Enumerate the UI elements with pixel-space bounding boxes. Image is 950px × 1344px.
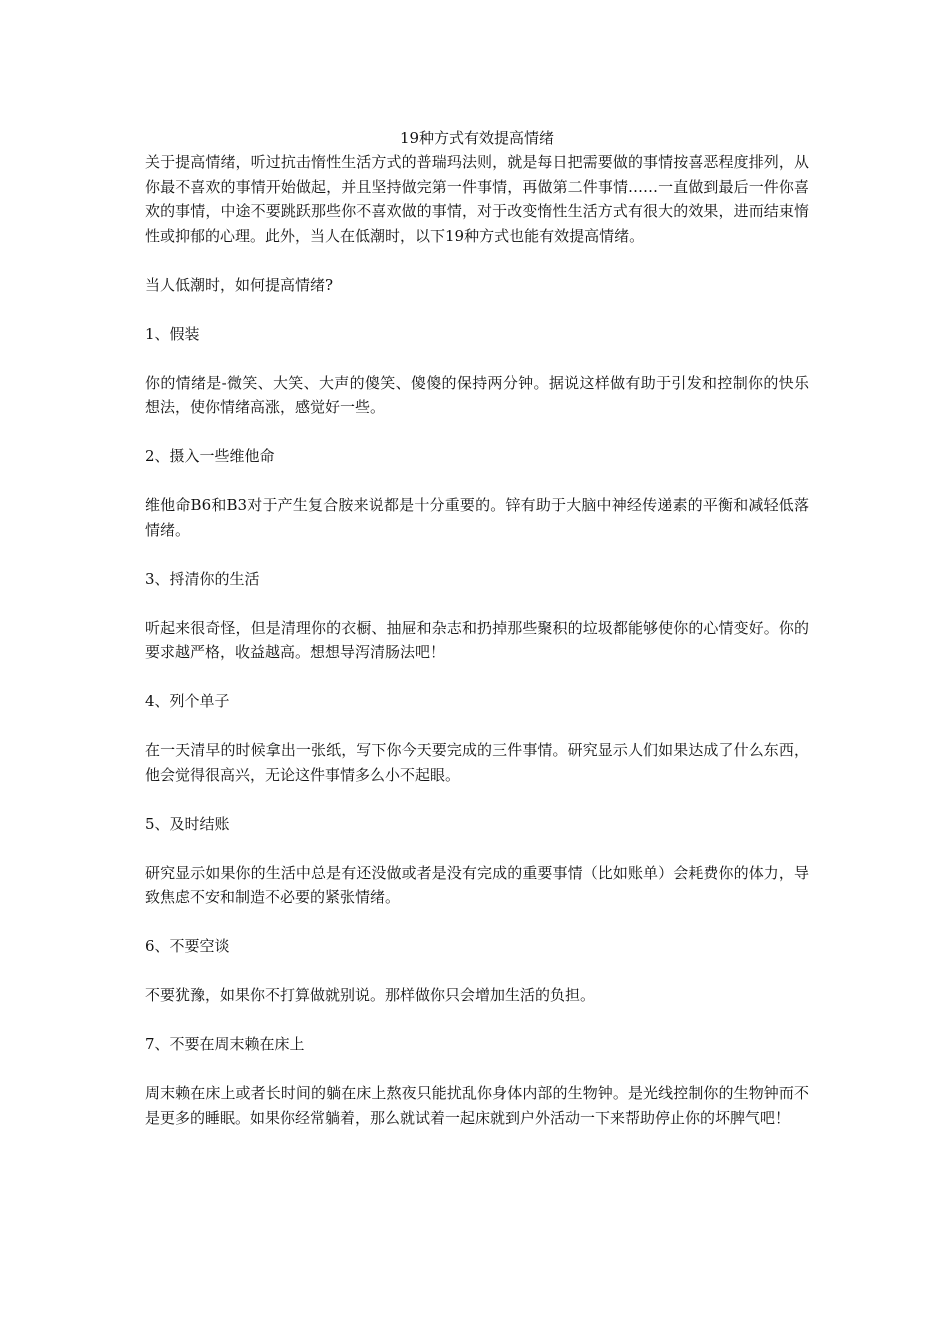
section-heading-3: 3、捋清你的生活 bbox=[145, 569, 260, 588]
document-title: 19种方式有效提高情绪 bbox=[399, 129, 555, 147]
paragraph-gap bbox=[145, 1057, 809, 1082]
paragraph-gap bbox=[145, 248, 809, 273]
paragraph-gap bbox=[145, 469, 809, 494]
section-heading-6: 6、不要空谈 bbox=[145, 937, 230, 955]
section-body-1: 你的情绪是-微笑、大笑、大声的傻笑、傻傻的保持两分钟。据说这样做有助于引发和控制你的快乐想法，使你情绪高涨，感觉好一些。 bbox=[145, 373, 809, 416]
section-body-6: 不要犹豫，如果你不打算做就别说。那样做你只会增加生活的负担。 bbox=[145, 986, 596, 1004]
section-body-7: 周末赖在床上或者长时间的躺在床上熬夜只能扰乱你身体内部的生物钟。是光线控制你的生物钟而不是更多的睡眠。如果你经常躺着，那么就试着一起床就到户外活动一下来帮助停止你的坏脾气吧！ bbox=[145, 1084, 809, 1127]
paragraph-gap bbox=[145, 665, 809, 690]
paragraph-gap bbox=[145, 542, 809, 567]
section-body-5: 研究显示如果你的生活中总是有还没做或者是没有完成的重要事情（比如账单）会耗费你的体力，导致焦虑不安和制造不必要的紧张情绪。 bbox=[145, 863, 809, 906]
paragraph-gap bbox=[145, 714, 809, 739]
section-body-2: 维他命B6和B3对于产生复合胺来说都是十分重要的。锌有助于大脑中神经传递素的平衡和减轻低落情绪。 bbox=[145, 496, 809, 539]
document-page bbox=[145, 126, 809, 1130]
section-heading-5: 5、及时结账 bbox=[145, 814, 230, 833]
section-heading-1: 1、假装 bbox=[145, 324, 200, 343]
paragraph-gap bbox=[145, 420, 809, 445]
question-paragraph: 当人低潮时，如何提高情绪? bbox=[145, 275, 334, 294]
paragraph-gap bbox=[145, 787, 809, 812]
paragraph-gap bbox=[145, 910, 809, 935]
paragraph-gap bbox=[145, 1008, 809, 1033]
paragraph-gap bbox=[145, 959, 809, 984]
intro-paragraph: 关于提高情绪，听过抗击惰性生活方式的普瑞玛法则，就是每日把需要做的事情按喜恶程度排列，从你最不喜欢的事情开始做起，并且坚持做完第一件事情，再做第二件事情……一直做到最后一件你喜欢的事情，中途不要跳跃那些你不喜欢做的事情，对于改变惰性生活方式有很大的效果，进而结束惰性或抑郁的心理。此外，当人在低潮时，以下19种方式也能有效提高情绪。 bbox=[145, 153, 809, 245]
paragraph-gap bbox=[145, 836, 809, 861]
paragraph-gap bbox=[145, 297, 809, 322]
paragraph-gap bbox=[145, 346, 809, 371]
section-heading-4: 4、列个单子 bbox=[145, 692, 230, 710]
section-body-4: 在一天清早的时候拿出一张纸，写下你今天要完成的三件事情。研究显示人们如果达成了什么东西，他会觉得很高兴，无论这件事情多么小不起眼。 bbox=[145, 741, 809, 784]
section-heading-7: 7、不要在周末赖在床上 bbox=[145, 1035, 305, 1053]
section-heading-2: 2、摄入一些维他命 bbox=[145, 447, 275, 465]
paragraph-gap bbox=[145, 591, 809, 616]
section-body-3: 听起来很奇怪，但是清理你的衣橱、抽屉和杂志和扔掉那些聚积的垃圾都能够使你的心情变好。你的要求越严格，收益越高。想想导泻清肠法吧！ bbox=[145, 618, 809, 661]
